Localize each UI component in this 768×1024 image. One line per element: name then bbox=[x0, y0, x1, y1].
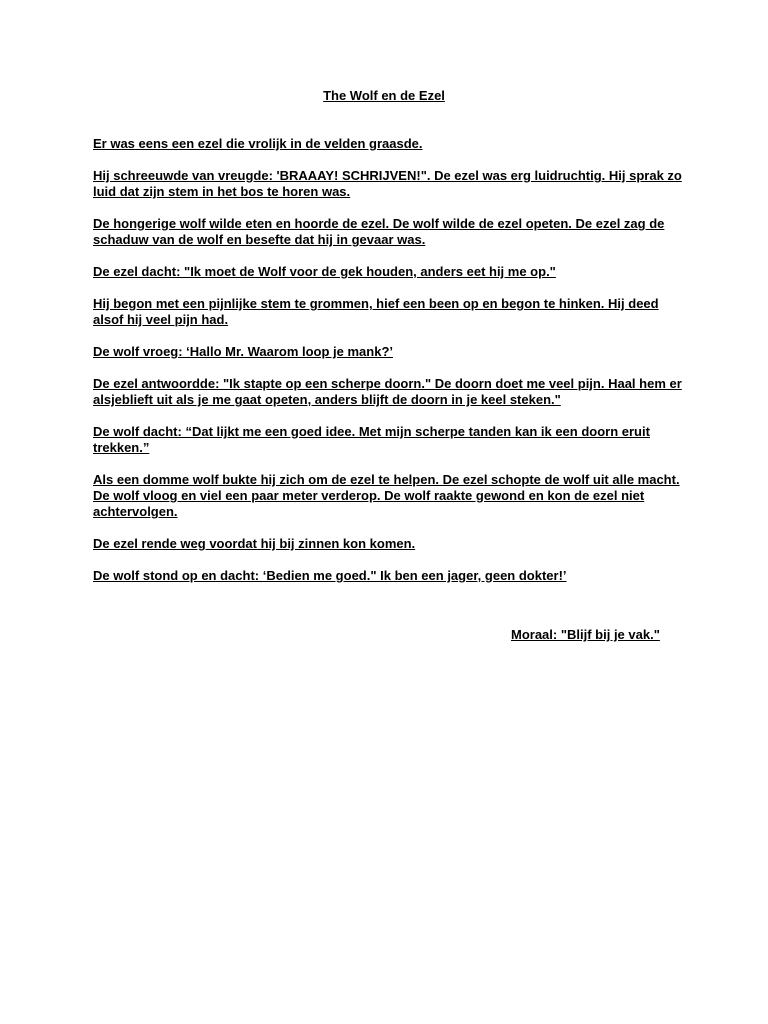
story-paragraph: Hij begon met een pijnlijke stem te grommen, hief een been op en begon te hinken. Hij deed alsof hij veel pijn had. bbox=[93, 296, 659, 327]
story-body bbox=[93, 136, 683, 600]
story-paragraph: Hij schreeuwde van vreugde: 'BRAAAY! SCHRIJVEN!". De ezel was erg luidruchtig. Hij sprak zo luid dat zijn stem in het bos te horen was. bbox=[93, 168, 682, 199]
story-paragraph: De hongerige wolf wilde eten en hoorde de ezel. De wolf wilde de ezel opeten. De ezel zag de schaduw van de wolf en besefte dat hij in gevaar was. bbox=[93, 216, 665, 247]
story-paragraph: De ezel rende weg voordat hij bij zinnen kon komen. bbox=[93, 536, 416, 551]
story-paragraph: De wolf dacht: “Dat lijkt me een goed idee. Met mijn scherpe tanden kan ik een doorn eruit trekken.” bbox=[93, 424, 650, 455]
story-paragraph: De wolf vroeg: ‘Hallo Mr. Waarom loop je mank?’ bbox=[93, 344, 394, 359]
document-title: The Wolf en de Ezel bbox=[323, 88, 445, 103]
moral-text: Moraal: "Blijf bij je vak." bbox=[511, 627, 660, 642]
story-paragraph: Als een domme wolf bukte hij zich om de ezel te helpen. De ezel schopte de wolf uit alle macht. De wolf vloog en viel een paar meter verderop. De wolf raakte gewond en kon de ezel niet achtervolgen. bbox=[93, 472, 680, 519]
story-paragraph: De ezel dacht: "Ik moet de Wolf voor de gek houden, anders eet hij me op." bbox=[93, 264, 556, 279]
story-paragraph: Er was eens een ezel die vrolijk in de velden graasde. bbox=[93, 136, 423, 151]
story-paragraph: De ezel antwoordde: "Ik stapte op een scherpe doorn." De doorn doet me veel pijn. Haal hem er alsjeblieft uit als je me gaat opeten, anders blijft de doorn in je keel steken." bbox=[93, 376, 682, 407]
story-paragraph: De wolf stond op en dacht: ‘Bedien me goed." Ik ben een jager, geen dokter!’ bbox=[93, 568, 567, 583]
